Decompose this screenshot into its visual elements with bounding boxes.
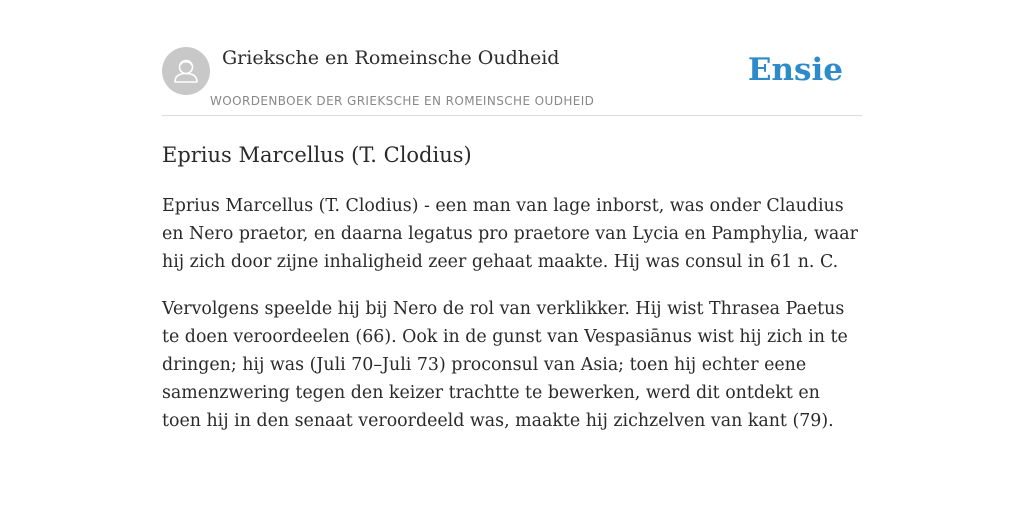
source-subtitle: WOORDENBOEK DER GRIEKSCHE EN ROMEINSCHE OUDHEID: [210, 94, 595, 108]
user-icon-glyph: [162, 47, 210, 95]
entry-paragraph-2: Vervolgens speelde hij bij Nero de rol van verklikker. Hij wist Thrasea Paetus te doen veroordeelen (66). Ook in de gunst van Vespasiānus wist hij zich in te dringen; hij was (Juli 70–Juli 73) proconsul van Asia; toen hij echter eene samenzwering tegen den keizer trachtte te bewerken, werd dit ontdekt en toen hij in den senaat veroordeeld was, maakte hij zichzelven van kant (79).: [162, 299, 848, 431]
page: [162, 0, 862, 512]
entry-body: [162, 192, 862, 454]
user-icon[interactable]: [162, 47, 210, 95]
header: [162, 0, 862, 116]
source-title-link[interactable]: Grieksche en Romeinsche Oudheid: [222, 47, 560, 69]
ensie-logo[interactable]: Ensie: [747, 52, 843, 88]
page-title: Eprius Marcellus (T. Clodius): [162, 143, 472, 167]
entry-paragraph-1: Eprius Marcellus (T. Clodius) - een man van lage inborst, was onder Claudius en Nero praetor, en daarna legatus pro praetore van Lycia en Pamphylia, waar hij zich door zijne inhaligheid zeer gehaat maakte. Hij was consul in 61 n. C.: [162, 196, 858, 272]
